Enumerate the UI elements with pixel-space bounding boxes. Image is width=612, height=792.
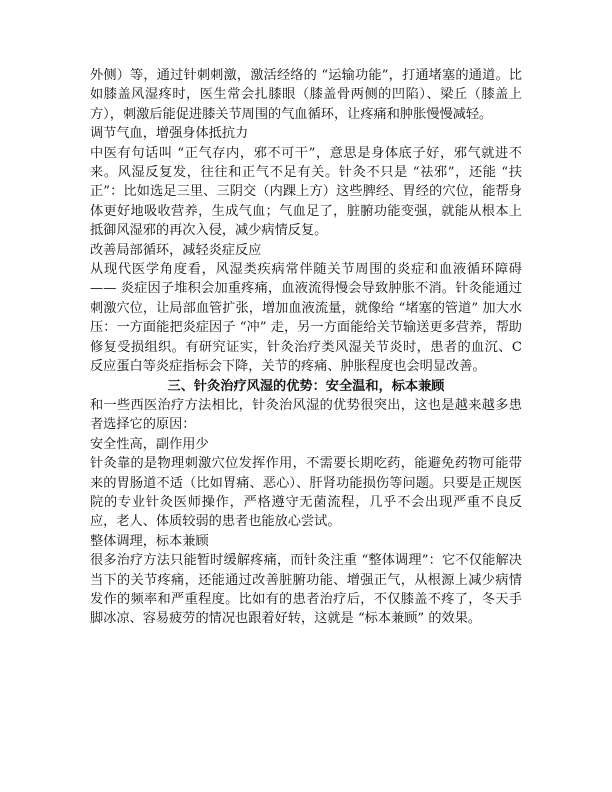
paragraph-advantages-intro: 和一些西医治疗方法相比，针灸治风湿的优势很突出，这也是越来越多患者选择它的原因： bbox=[90, 397, 522, 433]
subheading-holistic: 整体调理，标本兼顾 bbox=[90, 533, 209, 549]
subheading-regulate-qi: 调节气血，增强身体抵抗力 bbox=[90, 126, 249, 142]
section-title-advantages: 三、针灸治疗风湿的优势：安全温和，标本兼顾 bbox=[167, 378, 445, 394]
paragraph-knee-points: 外侧）等，通过针刺刺激，激活经络的 “运输功能”，打通堵塞的通道。比如膝盖风湿疼时，医生常会扎膝眼（膝盖骨两侧的凹陷）、梁丘（膝盖上方），刺激后能促进膝关节周围的气血循环，让疼痛和肿胀慢慢减轻。 bbox=[90, 68, 522, 122]
paragraph-safety: 针灸靠的是物理刺激穴位发挥作用，不需要长期吃药，能避免药物可能带来的胃肠道不适（比如胃痛、恶心）、肝肾功能损伤等问题。只要是正规医院的专业针灸医师操作，严格遵守无菌流程，几乎不会出现严重不良反应，老人、体质较弱的患者也能放心尝试。 bbox=[90, 456, 522, 530]
subheading-safety: 安全性高，副作用少 bbox=[90, 436, 209, 452]
paragraph-regulate-qi: 中医有句话叫 “正气存内，邪不可干”，意思是身体底子好，邪气就进不来。风湿反复发，往往和正气不足有关。针灸不只是 “祛邪”，还能 “扶正”：比如选足三里、三阴交（内踝上方）这些脾经、胃经的穴位，能帮身体更好地吸收营养，生成气血；气血足了，脏腑功能变强，就能从根本上抵御风湿邪的再次入侵，减少病情反复。 bbox=[90, 145, 522, 239]
paragraph-local-circulation: 从现代医学角度看，风湿类疾病常伴随关节周围的炎症和血液循环障碍 —— 炎症因子堆积会加重疼痛，血液流得慢会导致肿胀不消。针灸能通过刺激穴位，让局部血管扩张，增加血液流量，就像给 “堵塞的管道” 加大水压：一方面能把炎症因子 “冲” 走，另一方面能给关节输送更多营养，帮助修复受损组织。有研究证实，针灸治疗类风湿关节炎时，患者的血沉、C 反应蛋白等炎症指标会下降，关节的疼痛、肿胀程度也会明显改善。 bbox=[90, 262, 522, 375]
subheading-local-circulation: 改善局部循环，减轻炎症反应 bbox=[90, 242, 262, 258]
document-page bbox=[90, 66, 522, 629]
paragraph-holistic: 很多治疗方法只能暂时缓解疼痛，而针灸注重 “整体调理”：它不仅能解决当下的关节疼痛，还能通过改善脏腑功能、增强正气，从根源上减少病情发作的频率和严重程度。比如有的患者治疗后，不仅膝盖不疼了，冬天手脚冰凉、容易疲劳的情况也跟着好转，这就是 “标本兼顾” 的效果。 bbox=[90, 553, 522, 627]
